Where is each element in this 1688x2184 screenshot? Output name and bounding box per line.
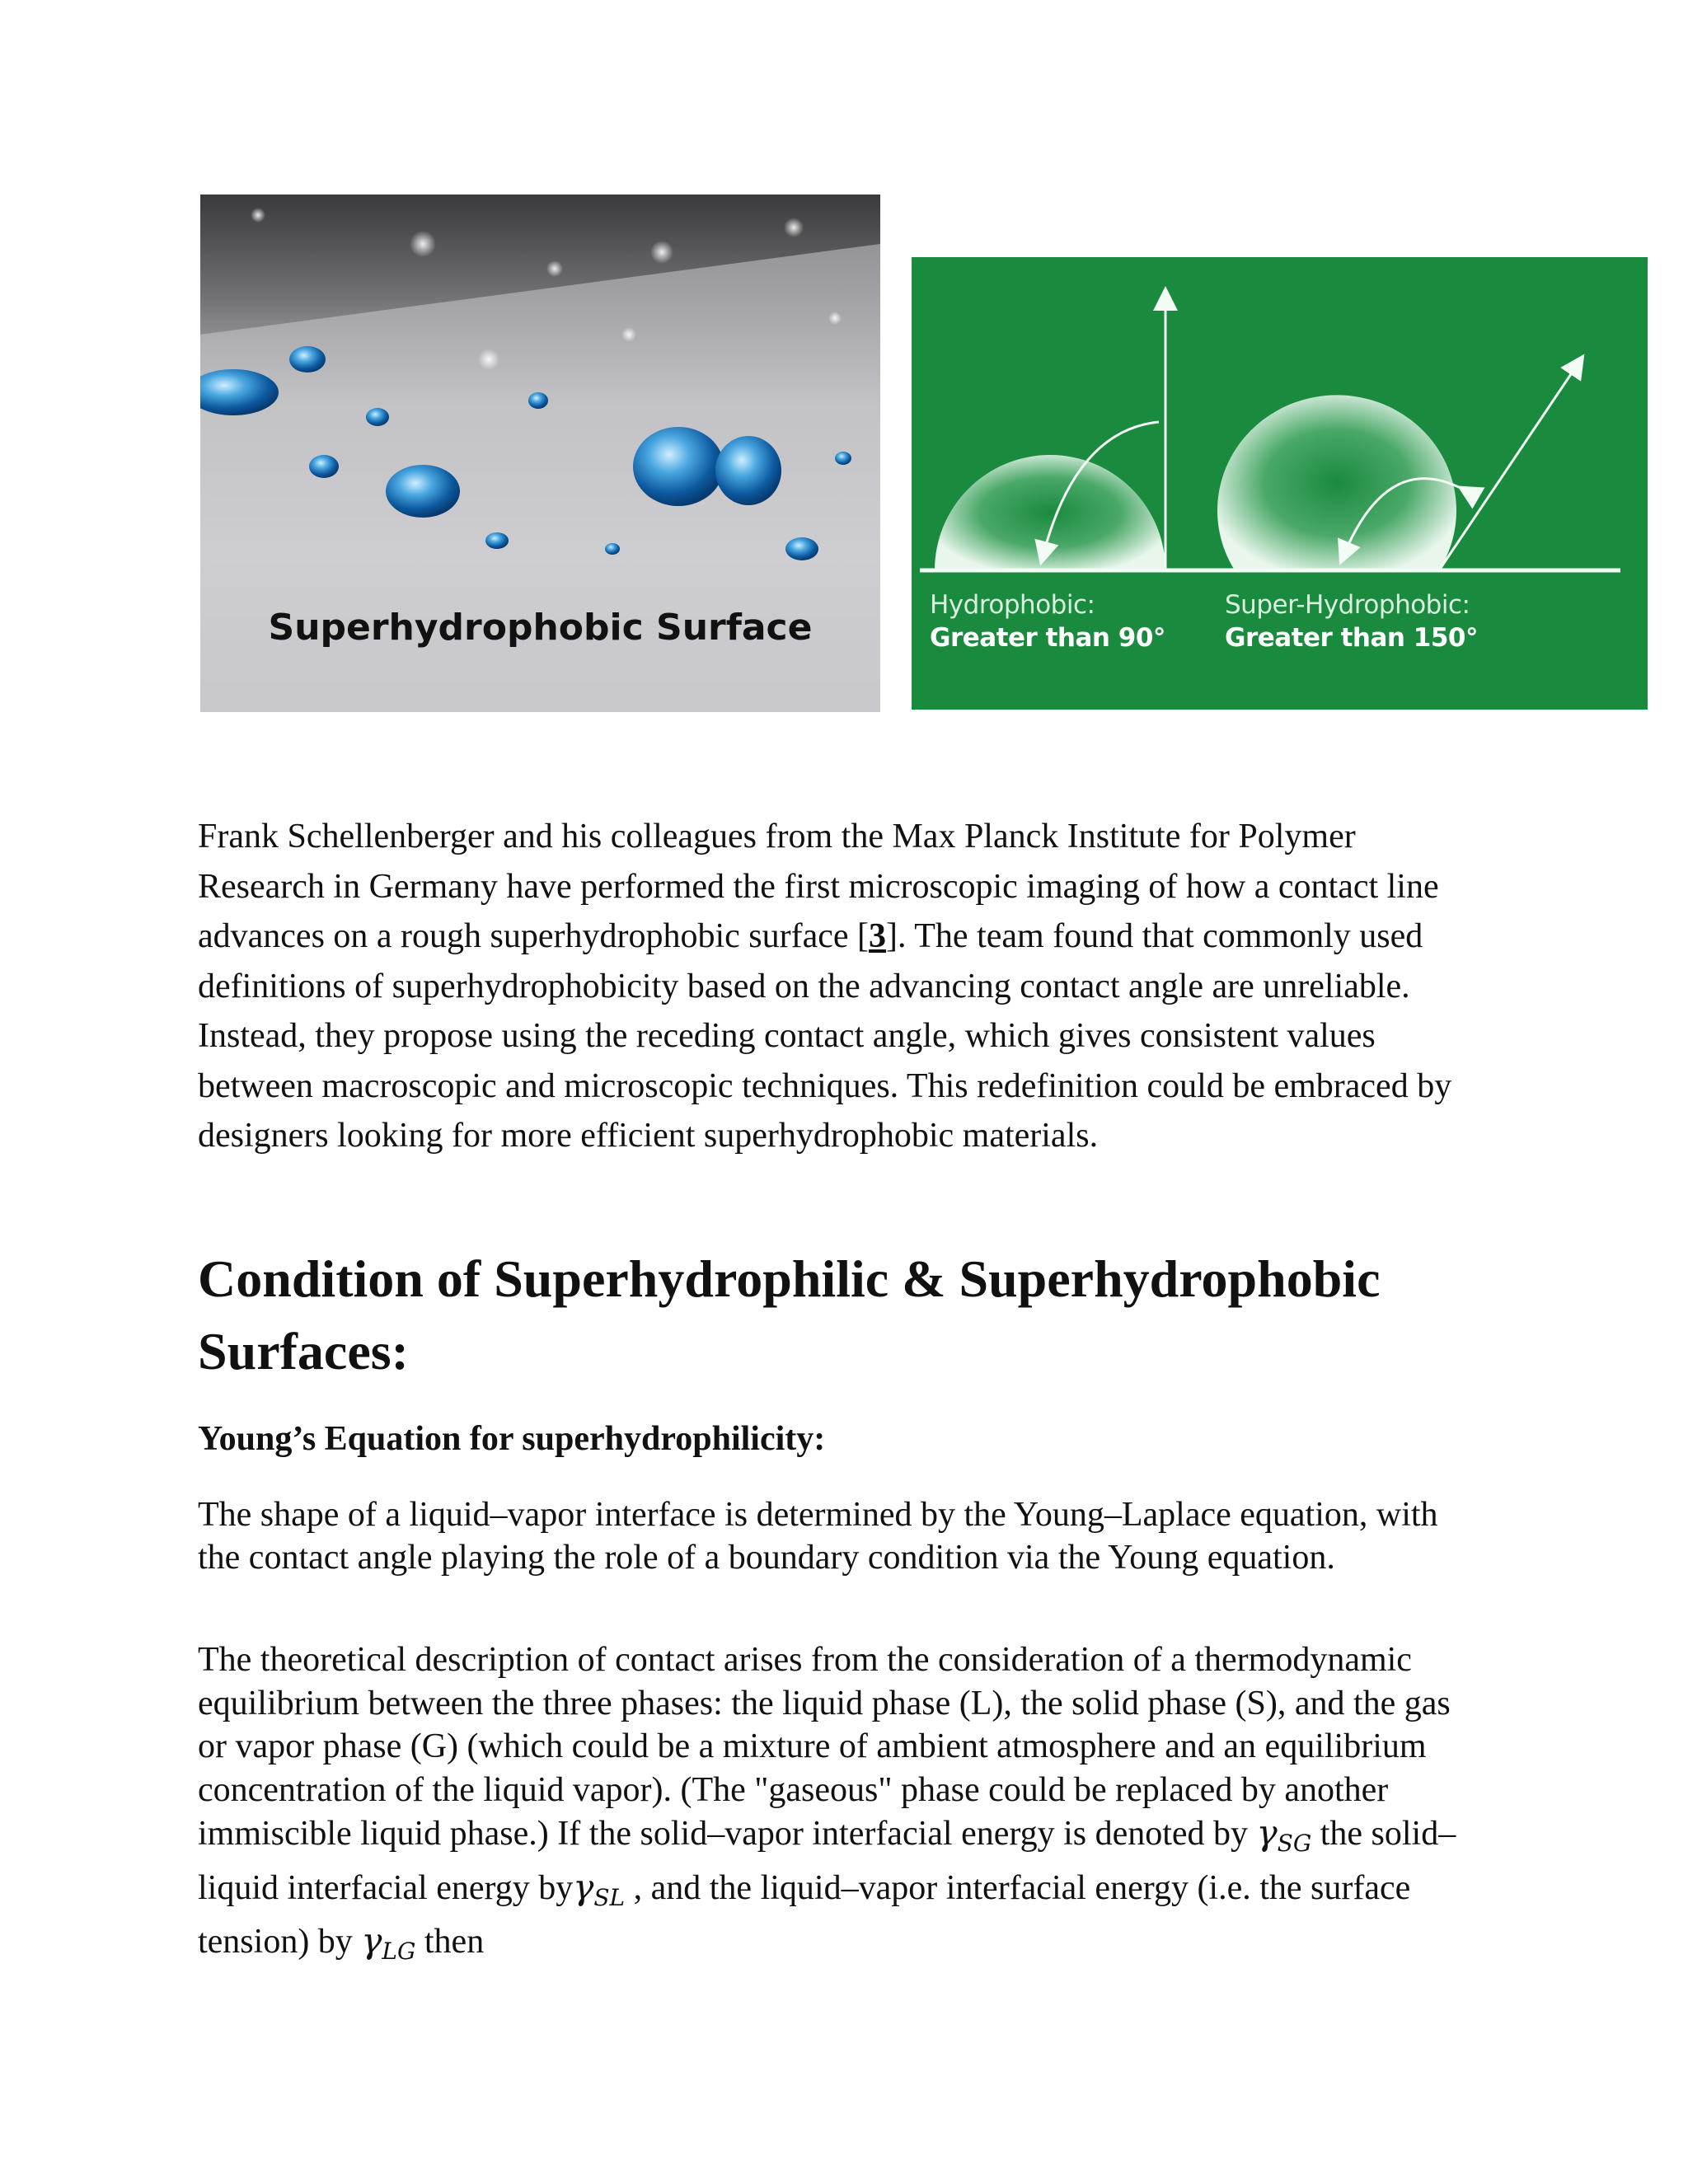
paragraph-text: ]. The team found that commonly used definitions of superhydrophobicity based on the advancing contact angle are unreliable. Instead, they propose using the receding contact angle, which gives consistent values between macroscopic and microscopic techniques. This redefinition could be embraced by designers looking for more efficient superhydrophobic materials. <box>198 917 1452 1155</box>
superhydrophobic-droplet <box>1217 395 1456 570</box>
paragraph-text: Frank Schellenberger and his colleagues from the Max Planck Institute for Polymer Research in Germany have performed the first microscopic imaging of how a contact line advances on a rough superhydrophobic surface [ <box>198 818 1439 955</box>
hydrophobic-title: Hydrophobic: <box>930 590 1095 620</box>
figure-caption: Superhydrophobic Surface <box>268 607 813 649</box>
hydrophobic-label <box>930 588 1165 654</box>
intro-paragraph <box>198 812 1484 1161</box>
contact-angle-diagram <box>912 257 1648 710</box>
paragraph-text: then <box>415 1923 485 1961</box>
subsection-heading: Young’s Equation for superhydrophilicity: <box>198 1420 826 1458</box>
gamma-lg-symbol: $\gamma_{LG}$ <box>361 1920 416 1965</box>
gamma-sg-symbol: $\gamma_{SG}$ <box>1256 1812 1312 1857</box>
hydrophobic-droplet <box>935 455 1165 570</box>
young-laplace-paragraph: The shape of a liquid–vapor interface is determined by the Young–Laplace equation, with the contact angle playing the role of a boundary condition via the Young equation. <box>198 1496 1438 1577</box>
section-heading: Condition of Superhydrophilic & Superhydrophobic Surfaces: <box>198 1249 1381 1380</box>
hydrophobic-value: Greater than 90° <box>930 623 1165 653</box>
reference-link[interactable]: 3 <box>869 917 887 955</box>
paragraph-text: The theoretical description of contact arises from the consideration of a thermodynamic equilibrium between the three phases: the liquid phase (L), the solid phase (S), and the gas or vapor phase (G) (which could be a mixture of ambient atmosphere and an equilibrium concentration of the liquid vapor). (The "gaseous" phase could be replaced by another immiscible liquid phase.) If the solid–vapor interfacial energy is denoted by <box>198 1641 1451 1853</box>
gamma-sl-symbol: $\gamma_{SL}$ <box>573 1866 626 1911</box>
superhydrophobic-title: Super-Hydrophobic: <box>1225 590 1470 620</box>
thermodynamic-paragraph <box>198 1638 1484 1974</box>
paragraph-text: the solid–liquid interfacial energy by <box>198 1815 1456 1907</box>
superhydrophobic-value: Greater than 150° <box>1225 623 1478 653</box>
superhydrophobic-label <box>1225 588 1478 654</box>
paragraph-text: , and the liquid–vapor interfacial energy (i.e. the surface tension) by <box>198 1868 1411 1961</box>
superhydrophobic-photo <box>200 194 880 712</box>
